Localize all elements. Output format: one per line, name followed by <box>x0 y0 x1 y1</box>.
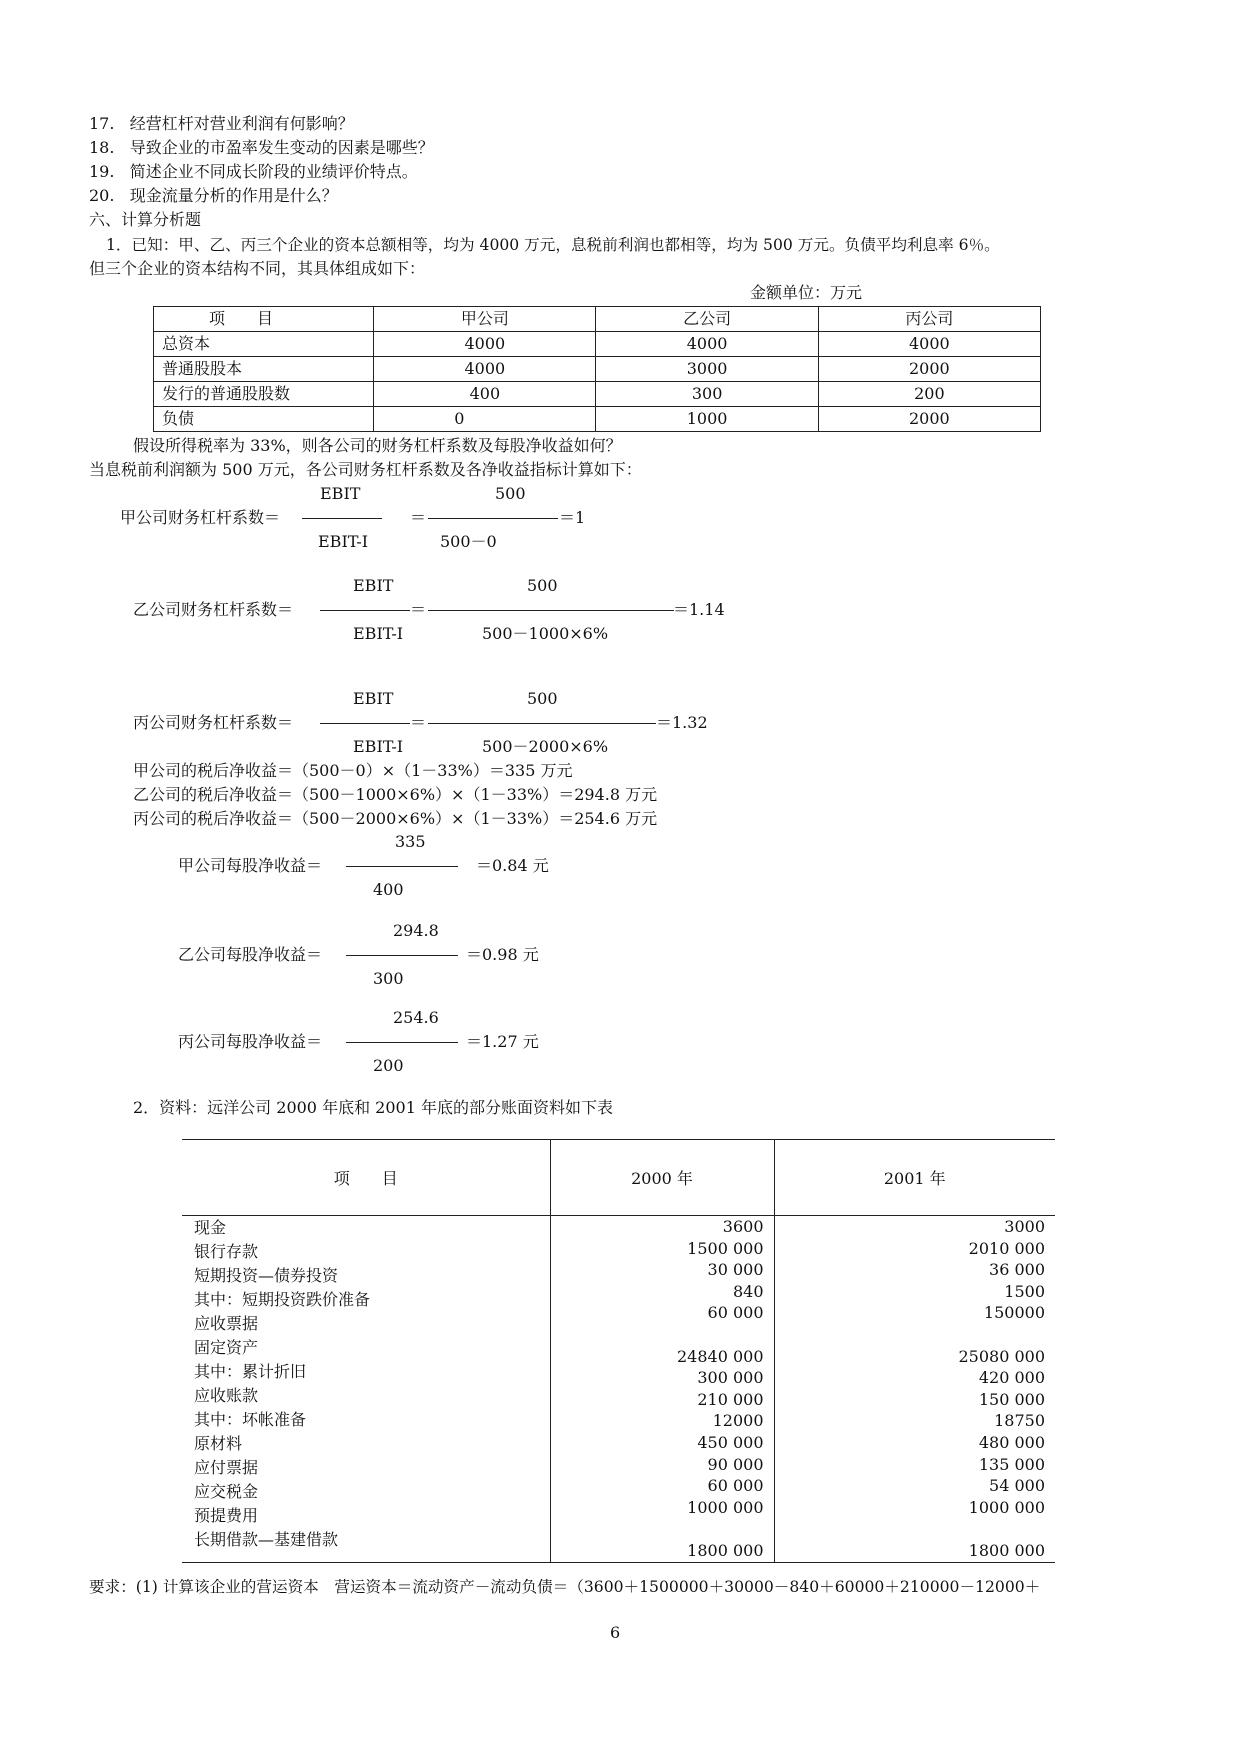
value-cell: 450 000 <box>697 1432 764 1452</box>
value-cell: 1000 000 <box>968 1497 1045 1517</box>
dfl-b-result: ＝1.14 <box>673 600 725 619</box>
table-cell: 300 <box>596 382 818 407</box>
dfl-a-num1: EBIT <box>320 484 361 503</box>
fraction-line <box>302 518 382 519</box>
list-item: 短期投资—债券投资 <box>194 1266 339 1285</box>
dfl-a-num2: 500 <box>495 484 526 503</box>
table-header: 甲公司 <box>374 307 596 332</box>
table-cell: 400 <box>374 382 596 407</box>
net-income-c: 丙公司的税后净收益＝（500－2000×6%）×（1－33%）＝254.6 万元 <box>133 809 658 828</box>
value-cell: 300 000 <box>697 1368 764 1388</box>
value-cell: 1500 000 <box>687 1238 764 1258</box>
list-item: 其中：坏帐准备 <box>194 1410 307 1429</box>
eps-c-den: 200 <box>373 1056 404 1075</box>
table-header-row <box>182 1140 1055 1216</box>
capital-structure-table <box>153 306 1041 432</box>
value-cell: 1500 <box>1004 1281 1045 1301</box>
table-header: 2000 年 <box>550 1140 774 1216</box>
dfl-c-eq: ＝ <box>410 713 427 732</box>
table-row <box>154 332 1041 357</box>
page-number: 6 <box>610 1623 621 1642</box>
question-text: 经营杠杆对营业利润有何影响？ <box>129 114 354 133</box>
question-19 <box>89 162 418 182</box>
table-cell: 普通股股本 <box>154 357 374 382</box>
value-cell: 1000 000 <box>687 1497 764 1517</box>
value-cell: 1800 000 <box>687 1540 764 1560</box>
table-row <box>154 407 1041 432</box>
fraction-line <box>428 518 558 519</box>
fraction-line <box>346 1042 458 1043</box>
item-column <box>182 1216 550 1563</box>
table-row <box>154 382 1041 407</box>
value-cell: 480 000 <box>978 1432 1045 1452</box>
list-item: 现金 <box>194 1218 227 1237</box>
balance-data-table <box>182 1139 1055 1563</box>
value-cell: 36 000 <box>989 1260 1045 1280</box>
table-cell: 总资本 <box>154 332 374 357</box>
dfl-c-den2: 500－2000×6% <box>482 737 609 756</box>
question-number: 18. <box>89 138 115 157</box>
dfl-a-den1: EBIT-I <box>318 532 369 551</box>
year-2001-column <box>774 1216 1055 1563</box>
list-item: 应付票据 <box>194 1458 259 1477</box>
dfl-b-num1: EBIT <box>353 576 394 595</box>
table-cell: 2000 <box>818 407 1040 432</box>
list-item: 固定资产 <box>194 1338 259 1357</box>
table-body-row <box>182 1216 1055 1563</box>
table-cell: 4000 <box>374 357 596 382</box>
eps-b-num: 294.8 <box>393 921 439 940</box>
eps-b-label: 乙公司每股净收益＝ <box>178 945 323 964</box>
dfl-b-label: 乙公司财务杠杆系数＝ <box>133 600 294 619</box>
dfl-c-den1: EBIT-I <box>353 737 404 756</box>
year-2000-column <box>550 1216 774 1563</box>
eps-a-den: 400 <box>373 880 404 899</box>
fraction-line <box>320 610 410 611</box>
list-item: 预提费用 <box>194 1506 259 1525</box>
value-list-2000 <box>551 1216 774 1562</box>
list-item: 应收账款 <box>194 1386 259 1405</box>
value-cell: 420 000 <box>978 1368 1045 1388</box>
question-text: 简述企业不同成长阶段的业绩评价特点。 <box>129 162 418 181</box>
table-cell: 1000 <box>596 407 818 432</box>
value-cell: 3600 <box>722 1217 764 1236</box>
table-cell: 负债 <box>154 407 374 432</box>
value-cell <box>551 1518 774 1540</box>
item-list <box>182 1216 550 1552</box>
question-18 <box>89 138 434 158</box>
dfl-c-num2: 500 <box>527 689 558 708</box>
list-item: 应收票据 <box>194 1314 259 1333</box>
list-item: 其中：累计折旧 <box>194 1362 307 1381</box>
dfl-a-result: ＝1 <box>559 508 586 527</box>
value-cell: 135 000 <box>978 1454 1045 1474</box>
value-cell: 90 000 <box>707 1454 764 1474</box>
question-20 <box>89 186 338 206</box>
eps-c-num: 254.6 <box>393 1008 439 1027</box>
eps-a-label: 甲公司每股净收益＝ <box>178 856 323 875</box>
value-cell: 60 000 <box>707 1303 764 1323</box>
value-cell: 60 000 <box>707 1476 764 1496</box>
value-cell: 30 000 <box>707 1260 764 1280</box>
table-header-row <box>154 307 1041 332</box>
fraction-line <box>428 610 674 611</box>
dfl-c-label: 丙公司财务杠杆系数＝ <box>133 713 294 732</box>
table-header: 乙公司 <box>596 307 818 332</box>
list-item: 应交税金 <box>194 1482 259 1501</box>
table-header: 丙公司 <box>818 307 1040 332</box>
net-income-b: 乙公司的税后净收益＝（500－1000×6%）×（1－33%）＝294.8 万元 <box>133 785 658 804</box>
value-cell: 25080 000 <box>958 1346 1045 1366</box>
table-row <box>154 357 1041 382</box>
table-cell: 4000 <box>374 332 596 357</box>
value-cell: 150000 <box>983 1303 1045 1323</box>
list-item: 其中：短期投资跌价准备 <box>194 1290 371 1309</box>
dfl-b-num2: 500 <box>527 576 558 595</box>
net-income-a: 甲公司的税后净收益＝（500－0）×（1－33%）＝335 万元 <box>133 761 573 780</box>
table-header: 项 目 <box>182 1140 550 1216</box>
section-title: 六、计算分析题 <box>89 210 202 229</box>
dfl-c-result: ＝1.32 <box>656 713 708 732</box>
table-cell: 2000 <box>818 357 1040 382</box>
question-text: 导致企业的市盈率发生变动的因素是哪些？ <box>129 138 434 157</box>
eps-c-result: ＝1.27 元 <box>466 1032 539 1051</box>
fraction-line <box>346 866 458 867</box>
list-item: 银行存款 <box>194 1242 259 1261</box>
table-cell: 发行的普通股股数 <box>154 382 374 407</box>
question-text: 现金流量分析的作用是什么？ <box>129 186 338 205</box>
table-cell: 4000 <box>818 332 1040 357</box>
value-cell: 840 <box>732 1281 764 1301</box>
eps-a-num: 335 <box>395 832 426 851</box>
value-cell <box>775 1324 1056 1346</box>
dfl-a-eq: ＝ <box>410 508 427 527</box>
dfl-b-den1: EBIT-I <box>353 624 404 643</box>
list-item: 原材料 <box>194 1434 243 1453</box>
unit-label: 金额单位：万元 <box>750 283 863 302</box>
table-header: 2001 年 <box>774 1140 1055 1216</box>
dfl-b-den2: 500－1000×6% <box>482 624 609 643</box>
fraction-line <box>346 955 458 956</box>
table-cell: 0 <box>374 407 596 432</box>
dfl-b-eq: ＝ <box>410 600 427 619</box>
question-number: 19. <box>89 162 115 181</box>
value-cell: 12000 <box>712 1411 764 1431</box>
value-cell: 54 000 <box>989 1476 1045 1496</box>
problem1-intro-2: 但三个企业的资本结构不同，其具体组成如下： <box>89 259 426 278</box>
table-cell: 200 <box>818 382 1040 407</box>
value-cell: 210 000 <box>697 1389 764 1409</box>
value-cell: 3000 <box>1004 1217 1045 1236</box>
problem2-intro: 2．资料：远洋公司 2000 年底和 2001 年底的部分账面资料如下表 <box>133 1098 613 1117</box>
table-cell: 3000 <box>596 357 818 382</box>
value-list-2001 <box>775 1216 1056 1562</box>
eps-a-result: ＝0.84 元 <box>476 856 549 875</box>
eps-c-label: 丙公司每股净收益＝ <box>178 1032 323 1051</box>
dfl-c-num1: EBIT <box>353 689 394 708</box>
value-cell: 24840 000 <box>676 1346 764 1366</box>
fraction-line <box>428 723 656 724</box>
requirement-text: 要求：(1) 计算该企业的营运资本 营运资本＝流动资产－流动负债＝（3600＋1500000＋30000－840＋60000＋210000－12000＋ <box>89 1578 1041 1596</box>
eps-b-den: 300 <box>373 969 404 988</box>
question-17 <box>89 114 354 134</box>
problem1-intro: 1．已知：甲、乙、丙三个企业的资本总额相等，均为 4000 万元，息税前利润也都相等，均为 500 万元。负债平均利息率 6％。 <box>106 236 1000 254</box>
eps-b-result: ＝0.98 元 <box>466 945 539 964</box>
question-number: 20. <box>89 186 115 205</box>
value-cell: 2010 000 <box>968 1238 1045 1258</box>
problem1-calc-intro: 当息税前利润额为 500 万元，各公司财务杠杆系数及各净收益指标计算如下： <box>89 460 642 479</box>
table-cell: 4000 <box>596 332 818 357</box>
problem1-question: 假设所得税率为 33%，则各公司的财务杠杆系数及每股净收益如何？ <box>133 436 622 455</box>
dfl-a-den2: 500－0 <box>440 532 497 551</box>
fraction-line <box>320 723 410 724</box>
table-header: 项 目 <box>154 307 374 332</box>
question-number: 17. <box>89 114 115 133</box>
value-cell: 1800 000 <box>968 1540 1045 1560</box>
value-cell <box>775 1518 1056 1540</box>
dfl-a-label: 甲公司财务杠杆系数＝ <box>120 508 281 527</box>
value-cell: 18750 <box>994 1411 1045 1431</box>
value-cell <box>551 1324 774 1346</box>
list-item: 长期借款—基建借款 <box>194 1530 339 1549</box>
value-cell: 150 000 <box>978 1389 1045 1409</box>
